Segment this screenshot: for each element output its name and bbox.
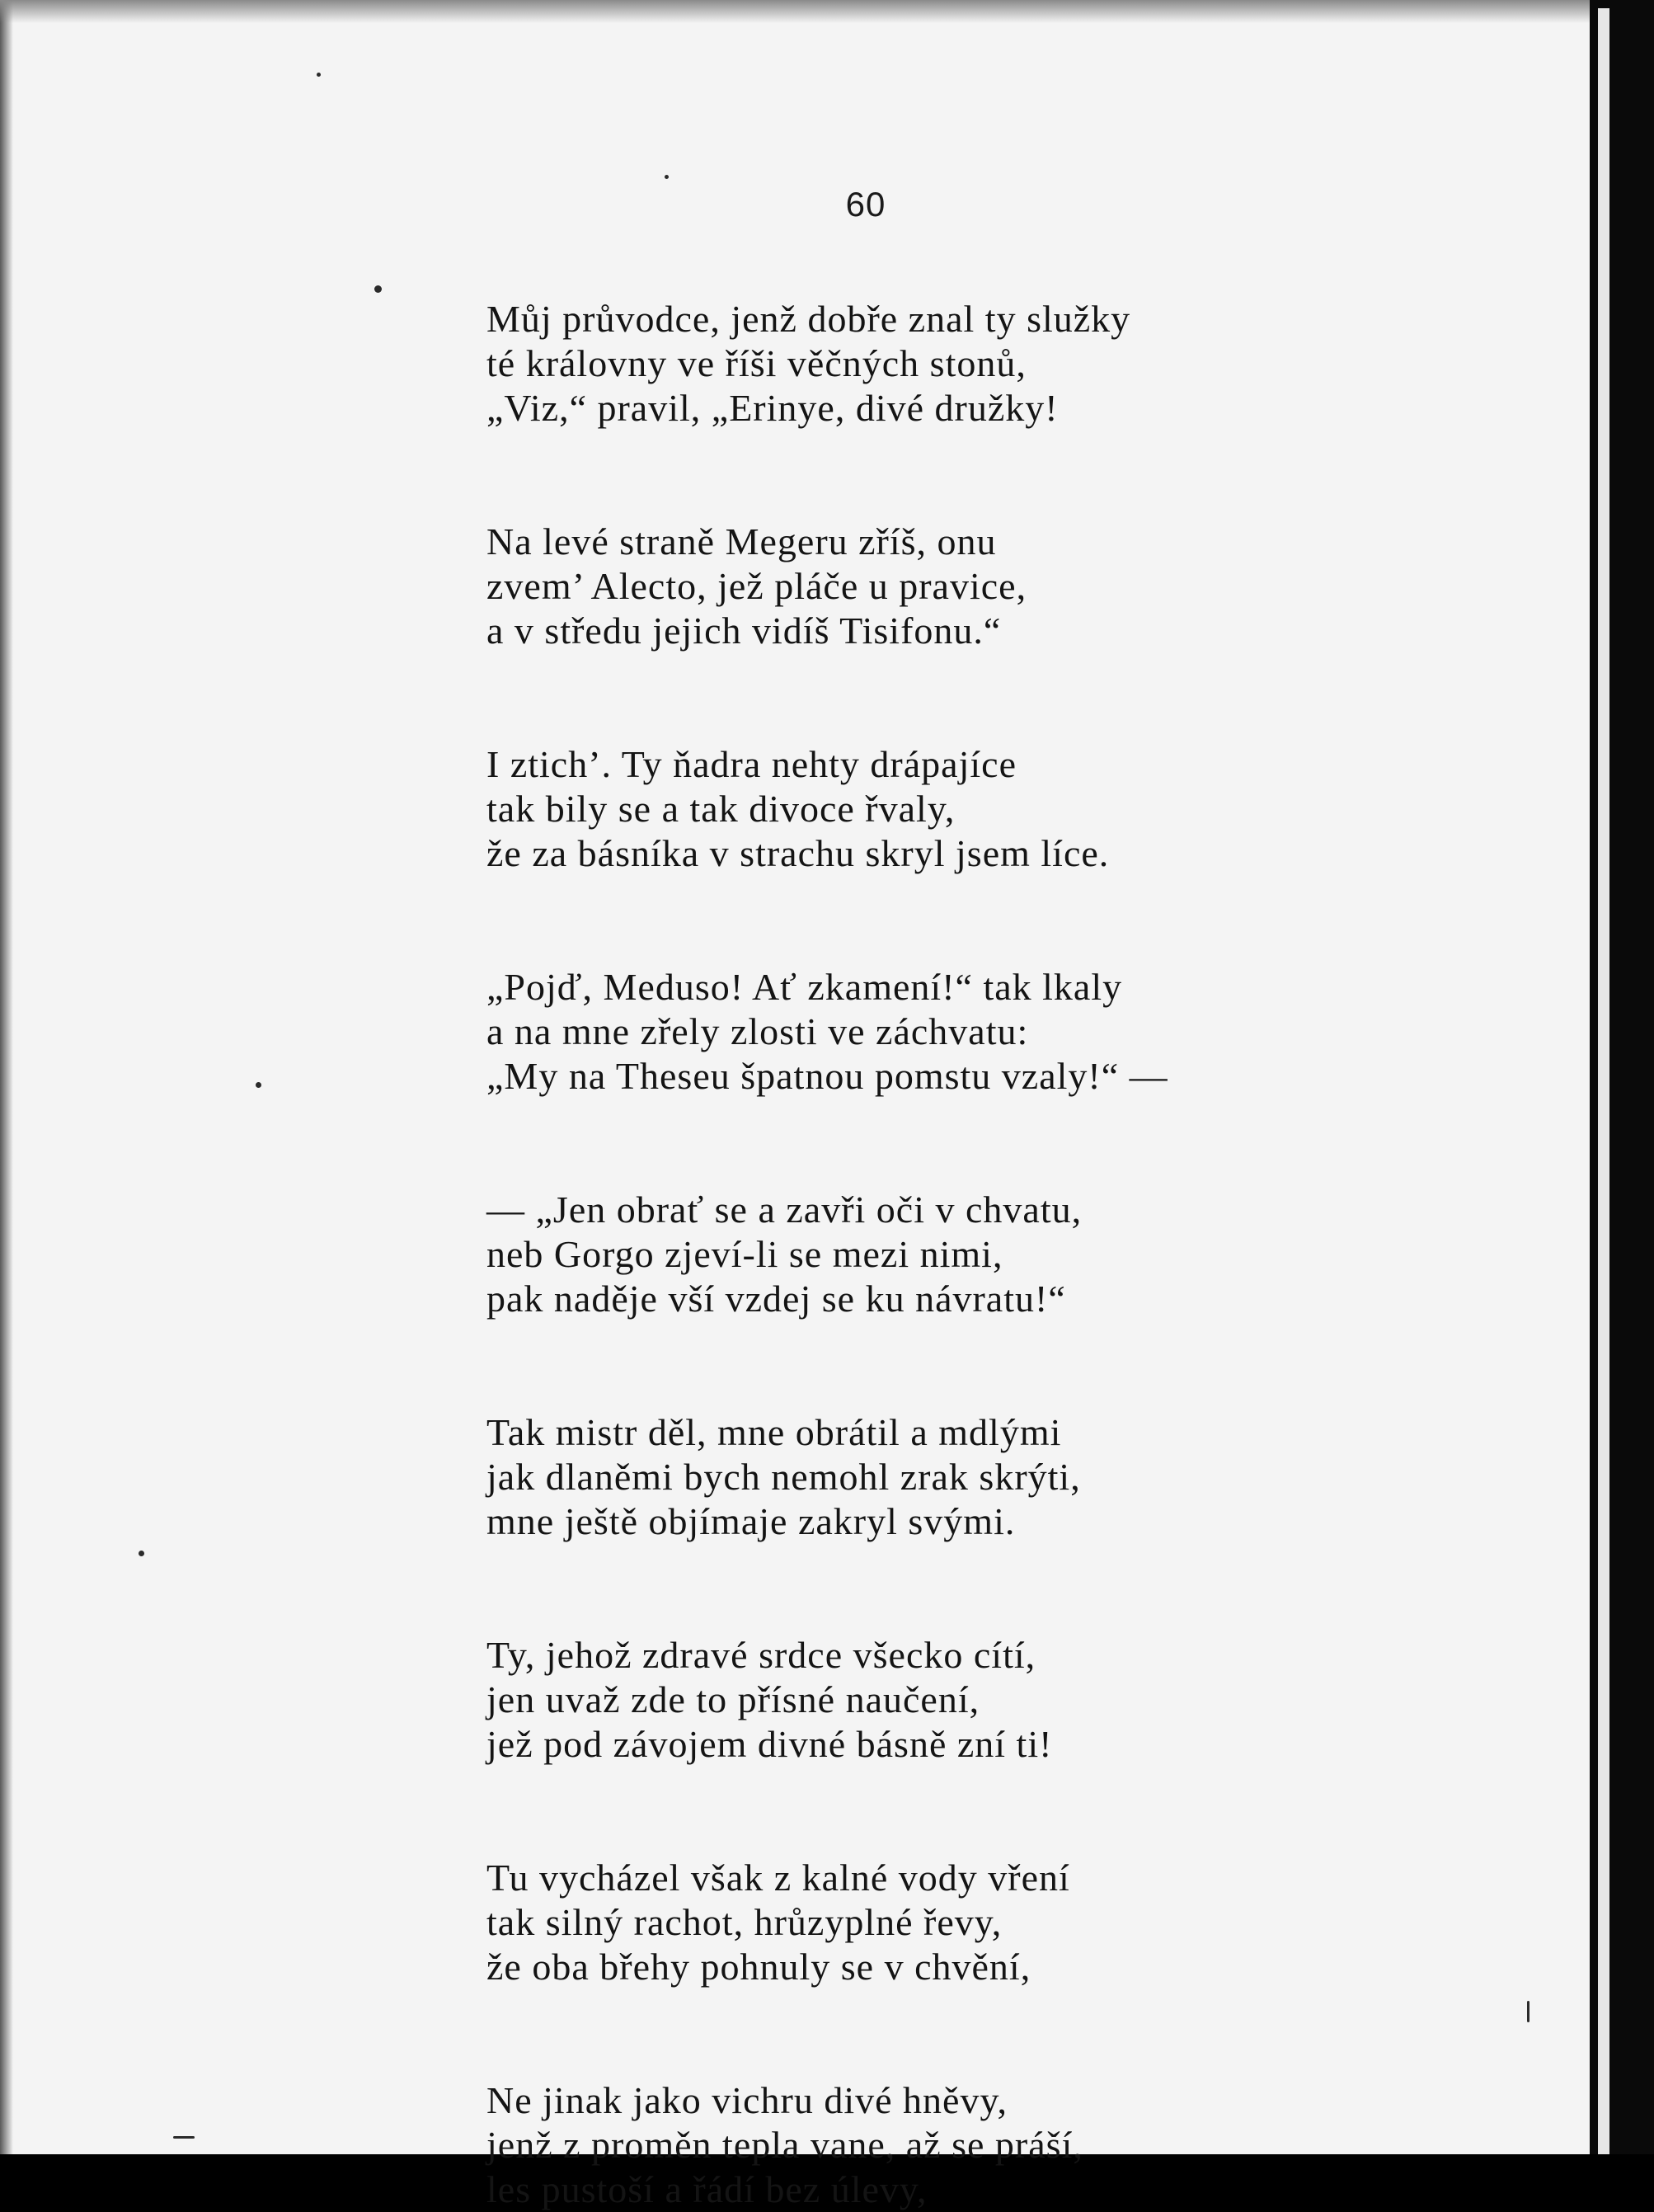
poem-text [486, 297, 1311, 2212]
poem-line: zvem’ Alecto, jež pláče u pravice, [486, 565, 1027, 607]
next-page-edge [1598, 8, 1609, 2154]
poem-line: „Pojď, Meduso! Ať zkamení!“ tak lkaly [486, 966, 1123, 1008]
stanza-2 [486, 520, 1311, 653]
poem-line: — „Jen obrať se a zavři oči v chvatu, [486, 1188, 1083, 1231]
poem-line: neb Gorgo zjeví-li se mezi nimi, [486, 1233, 1003, 1275]
poem-line: jež pod závojem divné básně zní ti! [486, 1723, 1053, 1765]
stanza-1 [486, 297, 1311, 431]
poem-line: pak naděje vší vzdej se ku návratu!“ [486, 1278, 1066, 1320]
poem-line: mne ještě objímaje zakryl svými. [486, 1500, 1016, 1542]
poem-line: té královny ve říši věčných stonů, [486, 342, 1027, 384]
paper-speck [256, 1082, 261, 1088]
poem-line: Na levé straně Megeru zříš, onu [486, 520, 997, 562]
poem-line: Ty, jehož zdravé srdce všecko cítí, [486, 1634, 1036, 1676]
poem-line: jak dlaněmi bych nemohl zrak skrýti, [486, 1456, 1081, 1498]
page-number: 60 [845, 185, 886, 224]
stanza-4 [486, 965, 1311, 1099]
poem-line: les pustoší a řádí bez úlevy, [486, 2168, 928, 2210]
page-left-shadow [0, 0, 13, 2154]
poem-line: I ztich’. Ty ňadra nehty drápajíce [486, 743, 1017, 785]
poem-line: a na mne zřely zlosti ve záchvatu: [486, 1010, 1029, 1052]
poem-line: „Viz,“ pravil, „Erinye, divé družky! [486, 387, 1059, 429]
poem-line: a v středu jejich vidíš Tisifonu.“ [486, 609, 1002, 652]
stanza-5 [486, 1188, 1311, 1321]
poem-line: tak silný rachot, hrůzyplné řevy, [486, 1901, 1003, 1943]
poem-line: Můj průvodce, jenž dobře znal ty služky [486, 298, 1131, 340]
poem-line: Tak mistr děl, mne obrátil a mdlými [486, 1411, 1062, 1453]
paper-speck [665, 175, 669, 179]
poem-line: Tu vycházel však z kalné vody vření [486, 1857, 1070, 1899]
poem-line: jenž z proměn tepla vane, až se práší, [486, 2124, 1083, 2166]
page-top-shadow [0, 0, 1590, 23]
stanza-3 [486, 742, 1311, 876]
poem-line: tak bily se a tak divoce řvaly, [486, 788, 956, 830]
paper-speck [317, 73, 321, 77]
stanza-7 [486, 1633, 1311, 1767]
stanza-6 [486, 1410, 1311, 1544]
poem-line: Ne jinak jako vichru divé hněvy, [486, 2079, 1008, 2121]
stanza-8 [486, 1856, 1311, 1989]
paper-speck [374, 285, 382, 293]
stanza-9 [486, 2078, 1311, 2212]
paper-speck [173, 2136, 195, 2139]
poem-line: že oba břehy pohnuly se v chvění, [486, 1946, 1031, 1988]
poem-line: jen uvaž zde to přísné naučení, [486, 1678, 980, 1720]
poem-line: že za básníka v strachu skryl jsem líce. [486, 832, 1110, 874]
paper-speck [1527, 2001, 1529, 2022]
poem-line: „My na Theseu špatnou pomstu vzaly!“ — [486, 1055, 1168, 1097]
paper-speck [139, 1551, 144, 1556]
